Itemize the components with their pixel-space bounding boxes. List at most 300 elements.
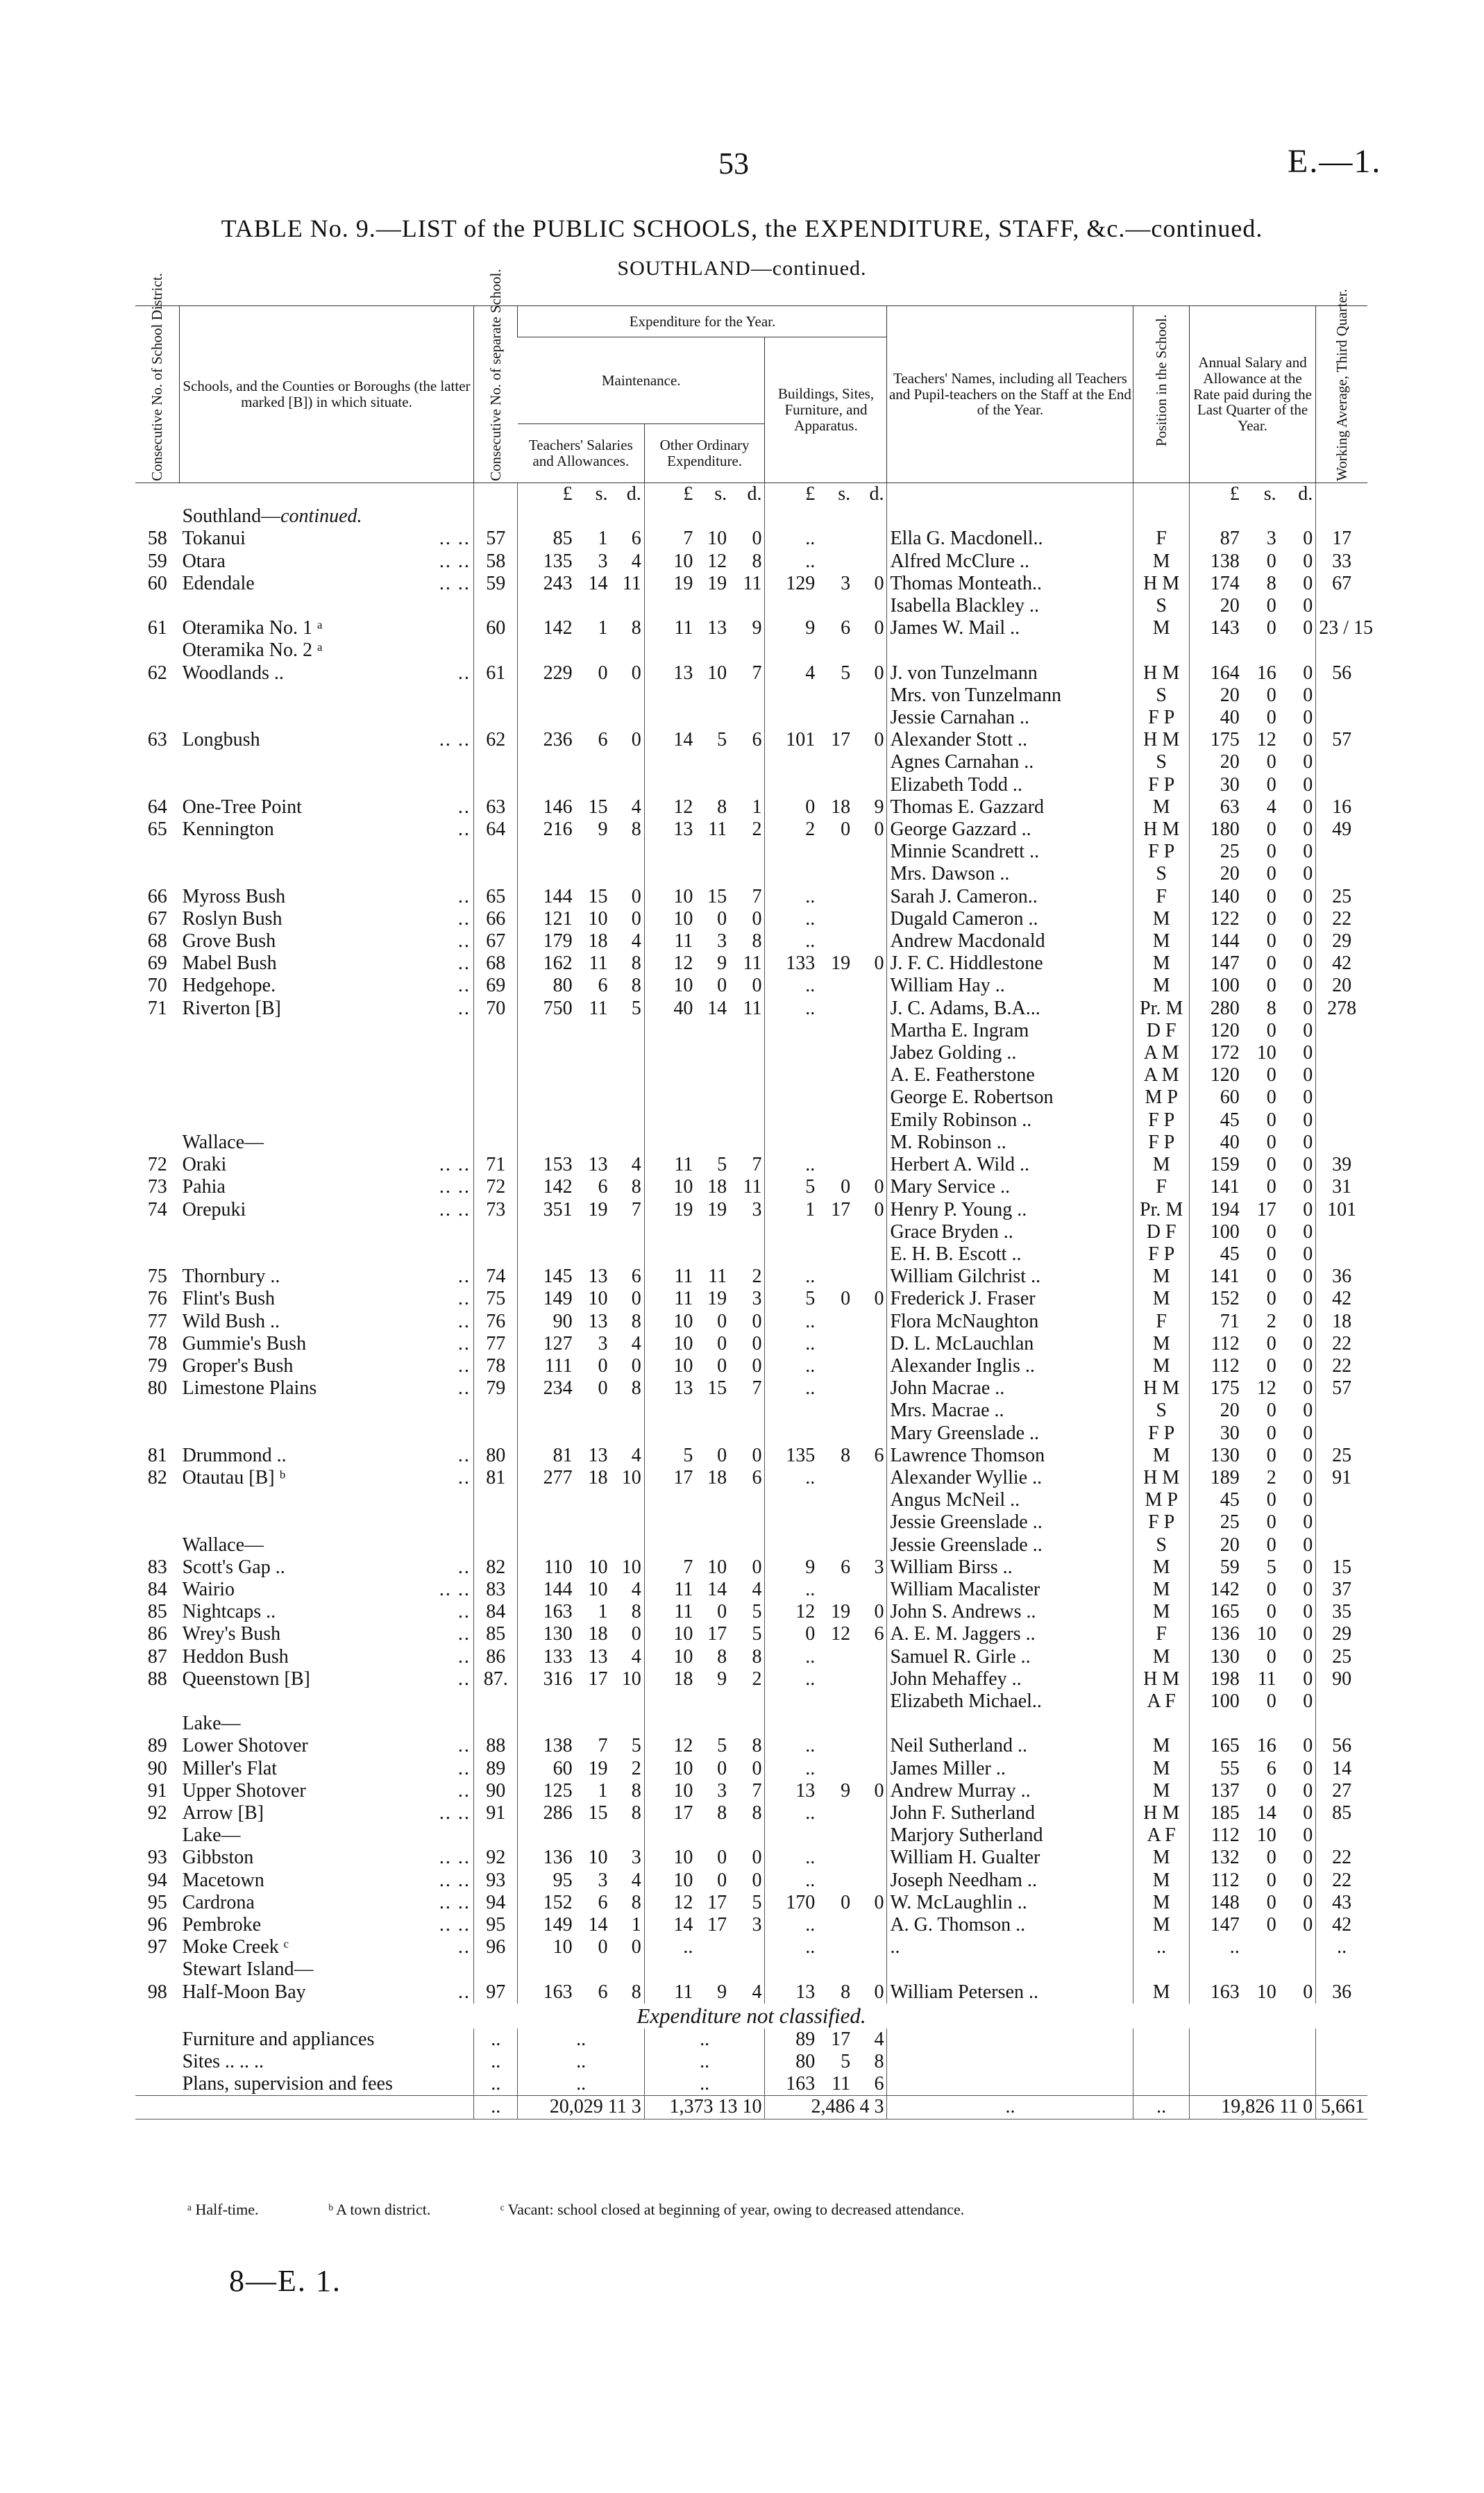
school-name-text: Woodlands ..: [182, 662, 284, 684]
working-average: 33: [1316, 551, 1367, 573]
district-number: 60: [147, 572, 167, 594]
annual-pence: 0: [1303, 907, 1313, 930]
annual-pence: 0: [1303, 1019, 1313, 1041]
ordinary-pounds: ..: [644, 1936, 695, 1958]
salaries-pence: [610, 505, 644, 528]
school-number: 85: [473, 1623, 518, 1645]
salaries-pounds: [518, 505, 575, 528]
school-name: [180, 685, 474, 707]
salaries-pounds: 125: [518, 1780, 575, 1802]
salaries-pence: 0: [631, 1288, 641, 1310]
school-name: [180, 1199, 474, 1221]
working-average: [1316, 841, 1367, 863]
ordinary-shillings: [695, 841, 730, 863]
working-average: [1316, 1511, 1367, 1534]
table-row: [135, 998, 1367, 1020]
school-name: [180, 707, 474, 729]
school-name: [180, 1086, 474, 1109]
buildings-shillings: 8: [841, 1444, 851, 1466]
salaries-pence: [610, 639, 644, 662]
annual-pence: 0: [1303, 1086, 1313, 1109]
buildings-pence: 0: [874, 662, 884, 684]
annual-pence: 0: [1303, 684, 1313, 706]
salaries-pounds: 153: [518, 1154, 575, 1176]
salaries-pounds: 145: [518, 1266, 575, 1288]
annual-shillings: 10: [1256, 1042, 1276, 1064]
nc-n: ..: [473, 2051, 518, 2073]
buildings-shillings: [818, 998, 853, 1020]
table-row: [135, 1914, 1367, 1936]
teacher-position: M: [1133, 796, 1190, 819]
not-classified-row: [135, 2051, 1367, 2073]
buildings-pence: [853, 1400, 887, 1422]
salaries-pence: 8: [631, 819, 641, 841]
school-number: 58: [473, 551, 518, 573]
leader-dots: ..: [457, 1936, 471, 1958]
salaries-shillings: 6: [598, 975, 608, 997]
annual-pence: 0: [1303, 1981, 1313, 2003]
table-row: [135, 1445, 1367, 1467]
empty-cell: [135, 2073, 180, 2096]
annual-pounds: 142: [1189, 1579, 1242, 1601]
annual-pounds: 152: [1189, 1288, 1242, 1310]
table-row: [135, 796, 1367, 819]
teacher-position: M: [1133, 1154, 1190, 1176]
table-row: [135, 1176, 1367, 1198]
buildings-pounds: ..: [765, 1758, 818, 1780]
buildings-shillings: [818, 1758, 853, 1780]
salaries-shillings: 17: [588, 1668, 608, 1690]
district-number: 89: [147, 1735, 167, 1757]
annual-pounds: 100: [1189, 1690, 1242, 1713]
annual-pounds: 175: [1189, 729, 1242, 751]
ordinary-shillings: 12: [707, 550, 727, 572]
ordinary-pounds: 10: [644, 1355, 695, 1377]
ordinary-pounds: 17: [644, 1467, 695, 1489]
buildings-pounds: £: [765, 483, 818, 506]
buildings-pence: [853, 1511, 887, 1534]
teacher-position: M: [1133, 1646, 1190, 1668]
buildings-pounds: [765, 774, 818, 796]
ordinary-pence: [730, 1489, 765, 1511]
teacher-position: M: [1133, 1892, 1190, 1914]
ordinary-shillings: [695, 707, 730, 729]
salaries-pence: 0: [631, 885, 641, 907]
table-row: [135, 1735, 1367, 1757]
salaries-shillings: 1: [598, 1779, 608, 1802]
annual-pence: 0: [1303, 1444, 1313, 1466]
teacher-name: Alfred McClure ..: [887, 551, 1133, 573]
teacher-position: M: [1133, 1601, 1190, 1623]
school-name-text: Drummond ..: [182, 1444, 287, 1466]
working-average: 14: [1316, 1758, 1367, 1780]
salaries-pence: 4: [631, 550, 641, 572]
school-number: [473, 685, 518, 707]
table-row: [135, 505, 1367, 528]
district-number: [135, 1511, 180, 1534]
table-row: [135, 1958, 1367, 1981]
buildings-shillings: [818, 841, 853, 863]
school-name: [180, 1042, 474, 1064]
empty-cell: [887, 2073, 1133, 2096]
buildings-shillings: [818, 505, 853, 528]
leader-dots: ..: [457, 796, 471, 818]
buildings-shillings: [818, 1266, 853, 1288]
ordinary-shillings: [695, 685, 730, 707]
district-number: [135, 1690, 180, 1713]
annual-shillings: 0: [1266, 841, 1276, 863]
salaries-shillings: [575, 1221, 611, 1243]
district-number: [135, 685, 180, 707]
ordinary-shillings: [695, 863, 730, 885]
annual-shillings: 10: [1256, 1981, 1276, 2003]
salaries-pence: 0: [631, 907, 641, 930]
school-name: [180, 930, 474, 952]
school-name-text: Half-Moon Bay: [182, 1981, 306, 2003]
annual-pounds: [1189, 639, 1242, 662]
buildings-pence: [853, 1355, 887, 1377]
table-row: [135, 1020, 1367, 1042]
buildings-pounds: ..: [765, 1154, 818, 1176]
table-row: [135, 1623, 1367, 1645]
school-name: [180, 1892, 474, 1914]
annual-shillings: 0: [1266, 885, 1276, 907]
buildings-shillings: 0: [841, 1176, 851, 1198]
district-number: 74: [147, 1198, 167, 1220]
empty-cell: [1189, 2051, 1315, 2073]
buildings-pence: [853, 1154, 887, 1176]
school-name-text: Wallace—: [182, 1534, 264, 1556]
school-number: 75: [473, 1288, 518, 1310]
ordinary-pounds: 10: [644, 886, 695, 908]
salaries-pence: [610, 1086, 644, 1109]
salaries-pounds: 243: [518, 573, 575, 595]
ordinary-shillings: [695, 1020, 730, 1042]
teacher-position: F P: [1133, 774, 1190, 796]
annual-shillings: 12: [1256, 729, 1276, 751]
teacher-name: William H. Gualter: [887, 1847, 1133, 1869]
annual-pounds: 20: [1189, 751, 1242, 773]
annual-pence: 0: [1303, 707, 1313, 729]
teacher-position: F P: [1133, 1422, 1190, 1445]
buildings-pence: [853, 1333, 887, 1355]
buildings-pence: 0: [874, 1198, 884, 1220]
school-name-text: Otautau [B] ᵇ: [182, 1466, 286, 1488]
teacher-name: Jessie Greenslade ..: [887, 1511, 1133, 1534]
annual-pounds: 45: [1189, 1109, 1242, 1132]
working-average: [1316, 1109, 1367, 1132]
ordinary-pence: [730, 841, 765, 863]
buildings-shillings: [818, 707, 853, 729]
salaries-shillings: 1: [598, 617, 608, 639]
district-number: 63: [147, 729, 167, 751]
school-name: [180, 1579, 474, 1601]
buildings-pounds: ..: [765, 1668, 818, 1690]
school-name: [180, 573, 474, 595]
total-ordinary: 1,373 13 10: [644, 2096, 765, 2119]
salaries-pounds: 95: [518, 1870, 575, 1892]
salaries-shillings: [575, 639, 611, 662]
leader-dots: ..: [457, 1466, 471, 1488]
buildings-pounds: 135: [765, 1445, 818, 1467]
ordinary-shillings: 5: [717, 1154, 727, 1176]
school-number: 63: [473, 796, 518, 819]
annual-pence: [1279, 505, 1316, 528]
annual-shillings: 0: [1266, 751, 1276, 773]
district-number: [135, 751, 180, 773]
leader-dots: ..: [457, 1779, 471, 1802]
table-row: [135, 1981, 1367, 2004]
annual-shillings: 0: [1266, 1869, 1276, 1891]
school-name: [180, 1824, 474, 1847]
salaries-pounds: [518, 1824, 575, 1847]
leader-dots: ..: [457, 1310, 471, 1332]
ordinary-pence: 11: [743, 572, 762, 594]
buildings-pence: 0: [874, 1891, 884, 1913]
working-average: 85: [1316, 1802, 1367, 1824]
salaries-pence: [610, 1400, 644, 1422]
school-number: [473, 1958, 518, 1981]
school-number: 73: [473, 1199, 518, 1221]
annual-pounds: 30: [1189, 1422, 1242, 1445]
annual-pounds: 189: [1189, 1467, 1242, 1489]
salaries-pence: 8: [631, 1779, 641, 1802]
total-teachers: ..: [887, 2096, 1133, 2119]
ordinary-pounds: 11: [644, 1266, 695, 1288]
school-name: [180, 1489, 474, 1511]
ordinary-shillings: 11: [708, 1266, 727, 1288]
ordinary-pence: [730, 685, 765, 707]
buildings-shillings: [818, 930, 853, 952]
district-number: [135, 505, 180, 528]
salaries-pence: [610, 1020, 644, 1042]
salaries-pence: [610, 1511, 644, 1534]
annual-pence: [1279, 639, 1316, 662]
table-row: [135, 1311, 1367, 1333]
working-average: [1316, 774, 1367, 796]
page-number: 53: [718, 146, 749, 181]
ordinary-pounds: 10: [644, 1780, 695, 1802]
empty-cell: [1189, 2073, 1315, 2096]
ordinary-shillings: 5: [717, 1735, 727, 1757]
district-number: 97: [147, 1936, 167, 1958]
teacher-position: M P: [1133, 1086, 1190, 1109]
buildings-pounds: ..: [765, 975, 818, 997]
salaries-pounds: 179: [518, 930, 575, 952]
salaries-pounds: 138: [518, 1735, 575, 1757]
ordinary-pence: [730, 1511, 765, 1534]
buildings-pence: [853, 1109, 887, 1132]
annual-pence: 0: [1303, 1668, 1313, 1690]
salaries-pence: [610, 1713, 644, 1735]
annual-shillings: 8: [1266, 997, 1276, 1019]
salaries-pounds: 110: [518, 1556, 575, 1579]
salaries-pounds: [518, 1042, 575, 1064]
district-number: [135, 1534, 180, 1556]
annual-pence: 0: [1303, 1802, 1313, 1824]
salaries-pounds: [518, 1243, 575, 1266]
annual-shillings: 0: [1266, 1601, 1276, 1623]
teacher-position: H M: [1133, 573, 1190, 595]
ordinary-shillings: 19: [707, 572, 727, 594]
annual-pounds: [1189, 1713, 1242, 1735]
district-number: 88: [147, 1668, 167, 1690]
buildings-pounds: 4: [765, 662, 818, 685]
buildings-pence: 0: [874, 1601, 884, 1623]
school-name: [180, 483, 474, 506]
school-name: [180, 639, 474, 662]
leader-dots: .. ..: [439, 1869, 471, 1891]
school-number: 76: [473, 1311, 518, 1333]
ordinary-pounds: [644, 774, 695, 796]
teacher-name: A. G. Thomson ..: [887, 1914, 1133, 1936]
salaries-shillings: 13: [588, 1310, 608, 1332]
ordinary-shillings: 5: [717, 729, 727, 751]
working-average: 42: [1316, 952, 1367, 975]
schools-table-container: [135, 269, 1373, 2120]
annual-pence: 0: [1303, 930, 1313, 952]
leader-dots: .. ..: [439, 528, 471, 550]
buildings-pounds: [765, 863, 818, 885]
buildings-pounds: [765, 1511, 818, 1534]
table-row: [135, 1400, 1367, 1422]
ordinary-shillings: 14: [707, 1578, 727, 1600]
teacher-name: [887, 505, 1133, 528]
annual-shillings: 0: [1266, 1332, 1276, 1354]
ordinary-pounds: [644, 751, 695, 773]
ordinary-pence: 2: [752, 1266, 762, 1288]
nc-buildings-pence: 8: [874, 2051, 884, 2073]
buildings-shillings: [818, 1377, 853, 1400]
teacher-name: William Gilchrist ..: [887, 1266, 1133, 1288]
ordinary-pence: 0: [752, 1310, 762, 1332]
salaries-shillings: 7: [598, 1735, 608, 1757]
salaries-shillings: 3: [598, 1332, 608, 1354]
buildings-shillings: [818, 1534, 853, 1556]
ordinary-shillings: 14: [707, 997, 727, 1019]
district-number: 72: [147, 1154, 167, 1176]
teacher-position: H M: [1133, 729, 1190, 751]
teacher-position: M: [1133, 1333, 1190, 1355]
salaries-shillings: 11: [589, 952, 608, 975]
buildings-pounds: [765, 1958, 818, 1981]
ordinary-pence: 0: [752, 1556, 762, 1578]
buildings-pence: [853, 685, 887, 707]
working-average: [1316, 1132, 1367, 1154]
working-average: [1316, 1086, 1367, 1109]
nc-buildings-pence: 6: [874, 2073, 884, 2095]
teacher-name: Alexander Wyllie ..: [887, 1467, 1133, 1489]
ordinary-pence: [730, 1422, 765, 1445]
salaries-pence: d.: [626, 483, 641, 505]
annual-pounds: 132: [1189, 1847, 1242, 1869]
district-number: 82: [147, 1466, 167, 1488]
ordinary-pounds: [644, 1511, 695, 1534]
buildings-shillings: [818, 774, 853, 796]
document-code: E.—1.: [1288, 143, 1382, 180]
table-row: [135, 573, 1367, 595]
salaries-pounds: 152: [518, 1892, 575, 1914]
leader-dots: ..: [457, 1735, 471, 1757]
table-row: [135, 1511, 1367, 1534]
district-number: 96: [147, 1914, 167, 1936]
buildings-pounds: ..: [765, 1311, 818, 1333]
school-number: 81: [473, 1467, 518, 1489]
teacher-name: Mrs. von Tunzelmann: [887, 685, 1133, 707]
school-number: 80: [473, 1445, 518, 1467]
district-number: [135, 1824, 180, 1847]
annual-pence: 0: [1303, 1690, 1313, 1712]
district-number: [135, 1042, 180, 1064]
annual-pence: 0: [1303, 1154, 1313, 1176]
ordinary-pounds: 13: [644, 819, 695, 841]
salaries-pounds: [518, 1109, 575, 1132]
salaries-shillings: [575, 1086, 611, 1109]
empty-cell: [887, 2029, 1133, 2051]
ordinary-pounds: [644, 841, 695, 863]
ordinary-pounds: 10: [644, 1311, 695, 1333]
school-name-text: Flint's Bush: [182, 1288, 275, 1310]
ordinary-shillings: [695, 1534, 730, 1556]
school-name-text: Hedgehope.: [182, 975, 276, 997]
annual-shillings: 17: [1256, 1198, 1276, 1220]
ordinary-pounds: [644, 1086, 695, 1109]
school-name: [180, 1690, 474, 1713]
salaries-pence: 8: [631, 1981, 641, 2003]
school-number: 74: [473, 1266, 518, 1288]
empty-cell: [135, 2029, 180, 2051]
annual-pence: 0: [1303, 1601, 1313, 1623]
teacher-name: Herbert A. Wild ..: [887, 1154, 1133, 1176]
teacher-name: ..: [887, 1936, 1133, 1958]
salaries-pence: 0: [631, 1354, 641, 1377]
district-number: 95: [147, 1891, 167, 1913]
empty-cell: [1316, 2029, 1367, 2051]
ordinary-pence: 3: [752, 1914, 762, 1936]
annual-pence: 0: [1303, 1623, 1313, 1645]
teacher-name: James W. Mail ..: [887, 617, 1133, 639]
salaries-shillings: 0: [598, 1354, 608, 1377]
table-row: [135, 528, 1367, 550]
annual-pounds: 137: [1189, 1780, 1242, 1802]
buildings-pounds: ..: [765, 1333, 818, 1355]
school-name-text: Tokanui: [182, 528, 246, 550]
buildings-shillings: 19: [831, 1601, 851, 1623]
salaries-pence: [610, 774, 644, 796]
not-classified-row: [135, 2073, 1367, 2096]
school-number: [473, 505, 518, 528]
annual-pounds: 141: [1189, 1176, 1242, 1198]
buildings-pence: [853, 1132, 887, 1154]
ordinary-pence: [730, 1824, 765, 1847]
buildings-shillings: 8: [841, 1981, 851, 2003]
ordinary-pence: 8: [752, 930, 762, 952]
annual-pence: [1279, 1713, 1316, 1735]
ordinary-pence: 0: [752, 1869, 762, 1891]
annual-pence: 0: [1303, 1534, 1313, 1556]
school-name-text: Heddon Bush: [182, 1645, 289, 1668]
buildings-pounds: [765, 1489, 818, 1511]
ordinary-shillings: 17: [707, 1914, 727, 1936]
school-name-text: Otara: [182, 550, 226, 572]
ordinary-pence: 6: [752, 729, 762, 751]
ordinary-pence: [730, 707, 765, 729]
buildings-pence: [853, 1377, 887, 1400]
leader-dots: ..: [457, 1444, 471, 1466]
working-average: [1316, 1042, 1367, 1064]
buildings-pounds: [765, 1132, 818, 1154]
ordinary-shillings: 0: [717, 1310, 727, 1332]
